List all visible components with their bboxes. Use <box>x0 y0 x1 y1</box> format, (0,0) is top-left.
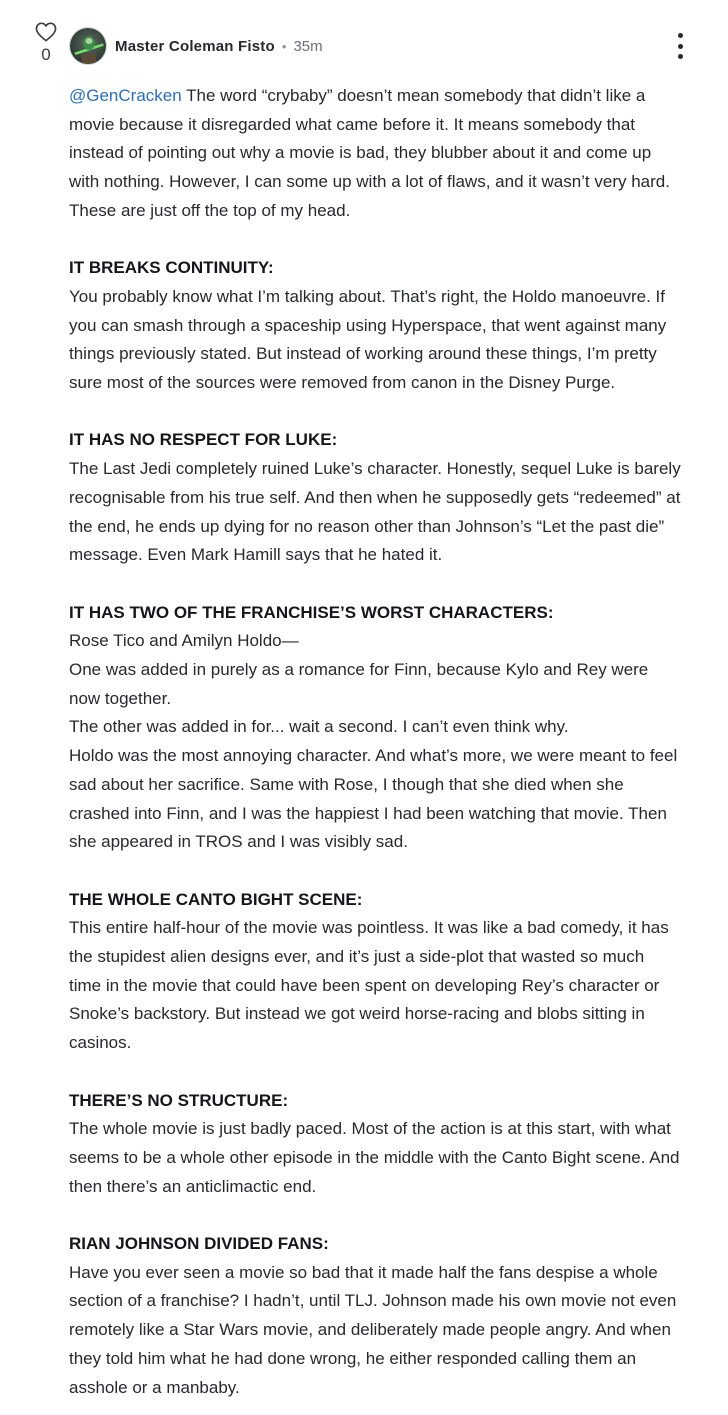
section-structure <box>69 1087 681 1202</box>
section-text: The other was added in for... wait a second. I can’t even think why. <box>69 717 569 737</box>
section-canto-bight <box>69 886 681 1058</box>
section-text: Holdo was the most annoying character. And what’s more, we were meant to feel sad about her sacrifice. Same with Rose, I though that she died when she crashed into Finn, and I was the happiest I had been watching that movie. Then she appeared in TROS and I was visibly sad. <box>69 746 678 852</box>
section-heading: IT HAS NO RESPECT FOR LUKE: <box>69 430 338 450</box>
more-vertical-icon[interactable] <box>670 33 690 59</box>
section-text: You probably know what I’m talking about. That’s right, the Holdo manoeuvre. If you can smash through a spaceship using Hyperspace, that went against many things previously stated. But instead of working around these things, I’m pretty sure most of the sources were removed from canon in the Disney Purge. <box>69 286 667 393</box>
like-count: 0 <box>41 45 51 64</box>
section-continuity <box>69 254 681 398</box>
menu-dot <box>678 44 683 49</box>
comment-intro <box>69 82 681 226</box>
section-luke <box>69 426 681 570</box>
section-heading: THE WHOLE CANTO BIGHT SCENE: <box>69 889 363 909</box>
menu-dot <box>678 33 683 38</box>
section-characters <box>69 599 681 857</box>
section-heading: IT HAS TWO OF THE FRANCHISE’S WORST CHARACTERS: <box>69 602 554 622</box>
comment-header <box>69 27 688 65</box>
user-mention-link[interactable]: @GenCracken <box>69 86 182 105</box>
section-text: One was added in purely as a romance for Finn, because Kylo and Rey were now together. <box>69 660 649 708</box>
author-name[interactable]: Master Coleman Fisto <box>115 37 275 55</box>
heart-outline-icon[interactable] <box>33 22 59 42</box>
intro-text: The word “crybaby” doesn’t mean somebody that didn’t like a movie because it disregarded what came before it. It means somebody that instead of pointing out why a movie is bad, they blubber about it and come up with nothing. However, I can some up with a lot of flaws, and it wasn’t very hard. These are just off the top of my head. <box>69 86 670 220</box>
avatar[interactable] <box>69 27 107 65</box>
menu-dot <box>678 54 683 59</box>
section-divided-fans <box>69 1230 681 1402</box>
section-text: Have you ever seen a movie so bad that it made half the fans despise a whole section of a franchise? I hadn’t, until TLJ. Johnson made his own movie not even remotely like a Star Wars movie, and deliberately made people angry. And when they told him what he had done wrong, he either responded calling them an asshole or a manbaby. <box>69 1262 677 1397</box>
section-heading: RIAN JOHNSON DIVIDED FANS: <box>69 1234 329 1254</box>
section-text: Rose Tico and Amilyn Holdo— <box>69 631 299 651</box>
section-heading: THERE’S NO STRUCTURE: <box>69 1090 289 1110</box>
section-text: The Last Jedi completely ruined Luke’s character. Honestly, sequel Luke is barely recognisable from his true self. And then when he supposedly gets “redeemed” at the end, he ends up dying for no reason other than Johnson’s “Let the past die” message. Even Mark Hamill says that he hated it. <box>69 459 681 565</box>
section-text: This entire half-hour of the movie was pointless. It was like a bad comedy, it has the stupidest alien designs ever, and it’s just a side-plot that wasted so much time in the movie that could have been spent on developing Rey’s character or Snoke’s backstory. But instead we got weird horse-racing and blobs sitting in casinos. <box>69 918 669 1053</box>
section-heading: IT BREAKS CONTINUITY: <box>69 258 274 278</box>
separator-dot: • <box>281 38 287 54</box>
timestamp: 35m <box>293 37 323 55</box>
comment-body <box>69 82 681 1402</box>
section-text: The whole movie is just badly paced. Most of the action is at this start, with what seems to be a whole other episode in the middle with the Canto Bight scene. And then there’s an anticlimactic end. <box>69 1119 680 1196</box>
like-control <box>33 22 59 65</box>
